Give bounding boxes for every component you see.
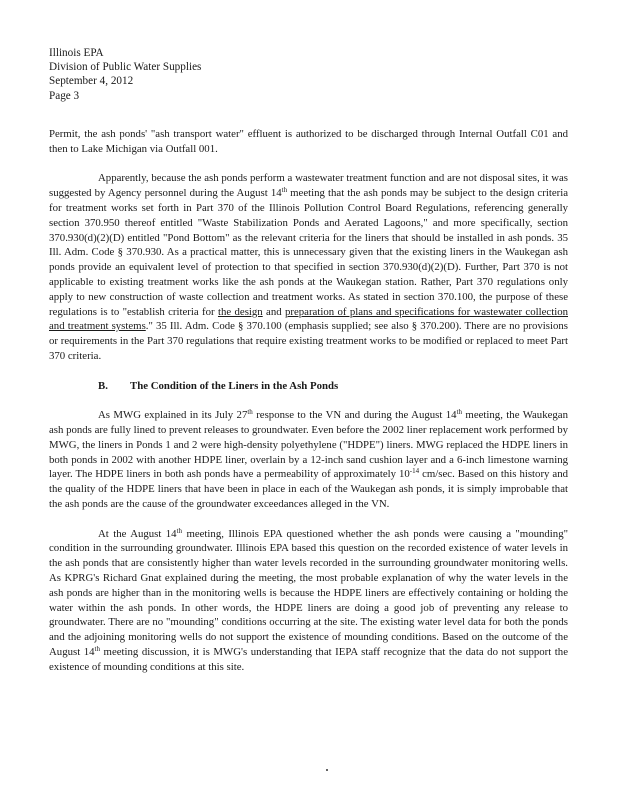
- text-run: meeting, the Waukegan ash ponds are fully lined to prevent releases to groundwater. Even before the 2002 liner replacement work performed by MWG, the liners in Ponds 1 and 2 were high-density polyethylene ("HDPE") liners. MWG replaced the HDPE liners in both ponds in 2002 with another HDPE liner, overlain by a 12-inch sand cushion layer and a 6-inch limestone warning layer. The HDPE liners in both ash ponds have a permeability of approximately 10: [49, 409, 568, 481]
- text-run: cm/sec. Based on this history and the quality of the HDPE liners that have been in place in each of the Waukegan ash ponds, it is simply improbable that the ash ponds are the cause of the groundwater exceedances alleged in the VN.: [49, 468, 569, 510]
- section-heading: [98, 379, 568, 394]
- text-run: meeting, Illinois EPA questioned whether the ash ponds were causing a "mounding" condition in the surrounding groundwater. Illinois EPA based this question on the recorded existence of water levels in the ash ponds that are consistently higher than water levels recorded in the surrounding groundwater monitoring wells. As KPRG's Richard Gnat explained during the meeting, the most probable explanation of why the water levels in the ash ponds are higher than in the monitoring wells is because the HDPE liners are effectively containing or holding the water within the ash ponds. In other words, the HDPE liners are doing a good job of preventing any release to groundwater. There are no "mounding" conditions occurring at the site. The existing water level data for both the ponds and the adjoining monitoring wells do not support the existence of mounding conditions. Based on the outcome of the August 14: [49, 527, 569, 658]
- text-run: Apparently, because the ash ponds perform a wastewater treatment function and are not disposal sites, it was suggested by Agency personnel during the August 14: [49, 172, 568, 200]
- section-title: The Condition of the Liners in the Ash Ponds: [130, 379, 339, 392]
- text-run: response to the VN and during the August 14: [252, 409, 457, 422]
- exponent: -14: [409, 467, 420, 476]
- text-run: ." 35 Ill. Adm. Code § 370.100 (emphasis supplied; see also § 370.200). There are no provisions or requirements in the Part 370 regulations that require existing treatment works to be modified or replaced to meet Part 370 criteria.: [49, 320, 568, 362]
- scan-speck: [326, 769, 328, 771]
- ordinal-suffix: th: [247, 408, 253, 417]
- paragraph-part-370: [49, 171, 568, 363]
- page-number: Page 3: [49, 89, 80, 102]
- section-label: B.: [98, 379, 108, 392]
- ordinal-suffix: th: [281, 186, 288, 195]
- letter-body: [49, 127, 568, 689]
- paragraph-permit-continuation: Permit, the ash ponds' "ash transport water" effluent is authorized to be discharged through Internal Outfall C01 and then to Lake Michigan via Outfall 001.: [49, 128, 568, 155]
- letter-date: September 4, 2012: [49, 75, 134, 88]
- text-run: As MWG explained in its July 27: [98, 409, 248, 422]
- text-run: meeting discussion, it is MWG's understanding that IEPA staff recognize that the data do not support the existence of mounding conditions at this site.: [49, 645, 568, 673]
- recipient-agency: Illinois EPA: [49, 47, 104, 59]
- text-run: and: [262, 305, 285, 318]
- emphasis-underlined: preparation of plans and specifications for wastewater collection and treatment systems: [49, 305, 568, 333]
- paragraph-mounding: [49, 527, 568, 675]
- recipient-division: Division of Public Water Supplies: [49, 61, 202, 74]
- ordinal-suffix: th: [94, 644, 100, 653]
- emphasis-underlined: the design: [217, 305, 263, 318]
- letter-header: [49, 46, 201, 103]
- paragraph-liners: [49, 408, 568, 512]
- text-run: meeting that the ash ponds may be subject to the design criteria for treatment works set forth in Part 370 of the Illinois Pollution Control Board Regulations, referencing generally section 370.950 thereof entitled "Waste Stabilization Ponds and Aerated Lagoons," and more specifically, section 370.930(d)(2)(D) entitled "Pond Bottom" as the relevant criteria for the liners that should be installed in ash ponds. 35 Ill. Adm. Code § 370.930. As a practical matter, this is unnecessary given that the existing liners in the Waukegan ash ponds provide an equivalent level of protection to that specified in section 370.930(d)(2)(D). Further, Part 370 is not applicable to existing treatment works like the ash ponds at the Waukegan station. Rather, Part 370 regulations only apply to new construction of waste collection and treatment works. As stated in section 370.100, the purpose of these regulations is to "establish criteria for: [49, 187, 568, 318]
- text-run: At the August 14: [98, 527, 177, 540]
- ordinal-suffix: th: [456, 408, 463, 417]
- ordinal-suffix: th: [176, 526, 183, 535]
